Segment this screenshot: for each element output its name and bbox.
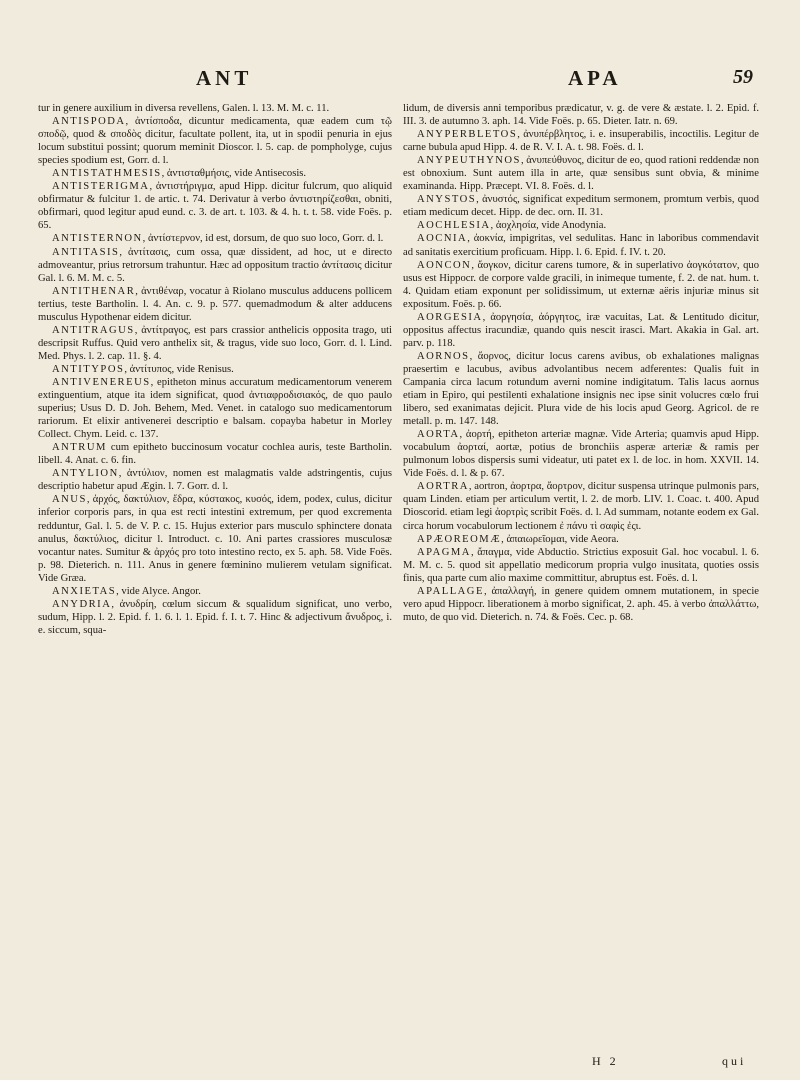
dictionary-entry <box>403 154 759 193</box>
dictionary-entry <box>403 259 759 311</box>
entry-headword: ANTITYPOS <box>52 363 125 375</box>
dictionary-entry <box>38 585 392 598</box>
catchword: qui <box>722 1054 747 1068</box>
dictionary-entry <box>403 128 759 154</box>
running-head-right: APA <box>568 66 622 90</box>
entry-headword: AOCNIA <box>417 233 468 245</box>
entry-text: , ἀοργησία, ἀόργητος, iræ vacuitas, Lat. & Lentitudo dicitur, oppositus affectus iracundiæ, quando quis nescit irasci. Mart. Akakia in Gal. art. parv. p. 118. <box>403 311 759 349</box>
entry-text: lidum, de diversis anni temporibus prædicatur, v. g. de vere & æstate. l. 2. Epid. f. III. 3. de autumno 3. aph. 14. Vide Foës. p. 65. Dieter. Iatr. n. 69. <box>403 103 759 128</box>
dictionary-entry <box>403 480 759 532</box>
dictionary-entry <box>38 115 392 167</box>
entry-text: , ἀπαιωρεῖομαι, vide Aeora. <box>501 533 619 545</box>
signature-mark: H 2 <box>592 1054 619 1068</box>
dictionary-entry <box>38 180 392 232</box>
entry-headword: APALLAGE <box>417 585 484 597</box>
entry-headword: APAGMA <box>417 546 471 558</box>
entry-text: , epitheton minus accuratum medicamentorum venerem extinguentium, atque ita idem significat, quod ἀντιαφροδισιακός, de quo paulo superius; Usus D. D. Joh. Behem, Med. Venet. in catalogo suo medicamentorum rariorum. Et elixir antivenerei descriptio e balsam. copayba habetur in Morley Collect. Chym. Leid. c. 137. <box>38 376 392 441</box>
dictionary-entry <box>38 232 392 245</box>
dictionary-entry <box>38 376 392 441</box>
entry-headword: AORTA <box>417 429 460 441</box>
entry-text: , ἀντιστήριγμα, apud Hipp. dicitur fulcrum, quo aliquid obfirmatur & fulcitur 1. de artic. t. 74. Derivatur à verbo ἀντιστηρίζεσθαι, obniti, obfirmari, quod legitur apud eund. c. 3. de art. t. 103. & 4. h. t. t. 58. vide Foës. p. 65. <box>38 181 392 232</box>
entry-headword: ANYPERBLETOS <box>417 129 518 141</box>
entry-headword: ANTISTERNON <box>52 233 143 245</box>
entry-headword: ANTITRAGUS <box>52 324 135 336</box>
entry-text: , ἀντύλιον, nomen est malagmatis valde adstringentis, cujus descriptio habetur apud Ægin. l. 7. Gorr. d. l. <box>38 468 392 493</box>
entry-text: , ἀπαλλαγή, in genere quidem omnem mutationem, in specie vero apud Hippocr. liberationem à morbo significat, 2. aph. 45. à verbo ἀπαλλάττω, muto, de quo vid. Dieterich. n. 74. & Foës. Cec. p. 68. <box>403 585 759 623</box>
entry-text: , vide Alyce. Angor. <box>116 585 201 597</box>
entry-text: , ἀντίσποδα, dicuntur medicamenta, quæ eadem cum τῷ σποδῷ, quod & σποδὸς dicitur, facultate pollent, ita, ut in spodii penuria in ejus locum substitui possint; quorum meminit Dioscor. l. 5. cap. de pompholyge, cujus species spodium est, Gorr. d. l. <box>38 116 392 167</box>
entry-text: , ἀοχλησία, vide Anodynia. <box>490 220 607 232</box>
entry-headword: ANTISPODA <box>52 116 126 128</box>
entry-headword: AOCHLESIA <box>417 220 491 232</box>
dictionary-entry <box>38 246 392 285</box>
entry-headword: AORNOS <box>417 350 470 362</box>
entry-text: cum epitheto buccinosum vocatur cochlea auris, teste Bartholin. libell. 4. Anat. c. 6. fin. <box>38 442 392 467</box>
entry-text: , ἀνυδρίη, cœlum siccum & squalidum significat, uno verbo, sudum, Hipp. l. 2. Epid. f. 1. 6. l. 1. Epid. f. I. t. 7. Hinc & adjectivum ἄνυδρος, i. e. siccum, squa- <box>38 598 392 636</box>
running-head-left: ANT <box>196 66 253 90</box>
entry-text: , ἀνυπέρβλητος, i. e. insuperabilis, incoctilis. Legitur de carne bubula apud Hipp. 4. de R. V. I. A. t. 98. Foës. d. l. <box>403 129 759 154</box>
entry-text: tur in genere auxilium in diversa revellens, Galen. l. 13. M. M. c. 11. <box>38 103 330 114</box>
dictionary-entry <box>403 219 759 232</box>
entry-headword: ANTITASIS <box>52 246 120 258</box>
right-column <box>403 102 759 624</box>
left-column <box>38 102 392 637</box>
entry-text: , ἀντιθέναρ, vocatur à Riolano musculus adducens pollicem tertius, teste Bartholin. l. 4. An. c. 9. p. 577. quemadmodum & alter adducens musculus Hypothenar eidem dicitur. <box>38 285 392 323</box>
entry-headword: ANTYLION <box>52 468 119 480</box>
entry-headword: ANYDRIA <box>52 598 112 610</box>
entry-headword: ANTITHENAR <box>52 285 136 297</box>
entry-text: , aortron, ἀορτρα, ἄορτρον, dicitur suspensa utrinque pulmonis pars, quam Linden. etiam per articulum vertit, l. 2. de morb. LIV. 1. Coac. t. 400. Apud Dioscorid. etiam legi ἀορτρὶς scribit Foës. d. l. Ad summam, notante eodem ex Gal. circa horum vocabulorum lectionem ἐ πάνυ τὶ σαφὶς ἐςι. <box>403 481 759 532</box>
entry-continuation <box>38 102 392 115</box>
entry-headword: ANYPEUTHYNOS <box>417 155 521 167</box>
entry-headword: ANTISTERIGMA <box>52 181 150 193</box>
dictionary-entry <box>38 598 392 637</box>
entry-headword: AONCON <box>417 259 472 271</box>
entry-text: , ἀντίτραγος, est pars crassior anthelicis opposita trago, uti descripsit Ruffus. Quid vero anthelix sit, & tragus, vide suo loco, Gorr. d. l. Lind. Med. Phys. l. 2. cap. 11. §. 4. <box>38 324 392 362</box>
dictionary-entry <box>403 533 759 546</box>
entry-text: , ἄογκον, dicitur carens tumore, & in superlativo ἀογκότατον, quo usus est Hippocr. de corpore valde gracili, in inimeque tumente, f. 2. de nat. hum. t. 4. Quidam etiam exponunt per solidissimum, ut externæ aëris injuriæ minus sit expositum. Foës. p. 66. <box>403 259 759 310</box>
entry-continuation <box>403 102 759 128</box>
entry-headword: AORGESIA <box>417 311 483 323</box>
entry-headword: ANTIVENEREUS <box>52 376 151 388</box>
page-number: 59 <box>733 66 753 88</box>
entry-headword: ANTRUM <box>52 442 107 454</box>
entry-headword: AORTRA <box>417 481 469 493</box>
dictionary-entry <box>403 585 759 624</box>
dictionary-entry <box>403 193 759 219</box>
entry-text: , ἀντίστερνον, id est, dorsum, de quo suo loco, Gorr. d. l. <box>142 233 384 245</box>
dictionary-entry <box>38 493 392 584</box>
entry-headword: ANXIETAS <box>52 585 117 597</box>
dictionary-entry <box>38 285 392 324</box>
dictionary-entry <box>38 324 392 363</box>
entry-text: , ἀντισταθμήσις, vide Antisecosis. <box>161 168 307 180</box>
entry-headword: APÆOREOMÆ <box>417 533 502 545</box>
entry-text: , ἀντίτασις, cum ossa, quæ dissident, ad hoc, ut e directo admoveantur, prius retrorsum trahuntur. Hæc ad oppositum tractio ἀντίτασις dicitur Gal. l. 6. M. M. c. 5. <box>38 246 392 284</box>
entry-text: , ἀνυπεύθυνος, dicitur de eo, quod rationi reddendæ non est obnoxium. Sunt autem illa in arte, quæ sensibus sunt obvia, & minime examinanda. Hipp. Præcept. VI. 8. Foës. d. l. <box>403 155 759 193</box>
dictionary-entry <box>403 350 759 428</box>
dictionary-entry <box>403 232 759 258</box>
dictionary-entry <box>38 441 392 467</box>
dictionary-entry <box>403 546 759 585</box>
dictionary-entry <box>38 467 392 493</box>
entry-headword: ANTISTATHMESIS <box>52 168 162 180</box>
dictionary-entry <box>38 363 392 376</box>
dictionary-entry <box>403 311 759 350</box>
entry-text: , ἀορτή, epitheton arteriæ magnæ. Vide Arteria; quamvis apud Hipp. vocabulum ἀορταί, aortæ, potius de bronchiis asperæ arteriæ & ramis per pulmonum lobos dispersis sumi videatur, uti patet ex l. de loc. in hom. XXVII. 14. Vide Foës. d. l. & p. 67. <box>403 429 759 480</box>
entry-text: , ἀρχός, δακτύλιον, ἕδρα, κύστακος, κυσός, idem, podex, culus, dicitur inferior corporis pars, in qua est recti intestini extremum, per quod excrementa redduntur, Gal. l. 5. de V. P. c. 15. Hujus exterior pars musculo sphinctere donata anulus, δακτύλιος, dicitur l. Introduct. c. 10. Ani partes crassiores musculosæ vocantur nates. Sumitur & ἀρχός pro toto intestino recto, ex 5. aph. 58. Vide Foës. p. 98. Dieterich. n. 111. Anus in genere fœminino mulierem vetulam significat. Vide Græa. <box>38 494 392 584</box>
entry-headword: ANUS <box>52 494 87 506</box>
entry-text: , ἀνυστός, significat expeditum sermonem, promtum verbis, quod etiam medicum decet. Hipp. de dec. orn. II. 31. <box>403 194 759 219</box>
entry-text: , ἀντίτυπος, vide Renisus. <box>124 363 234 375</box>
dictionary-entry <box>38 167 392 180</box>
dictionary-entry <box>403 428 759 480</box>
entry-text: , ἄπαγμα, vide Abductio. Strictius exposuit Gal. hoc vocabul. l. 6. M. M. c. 5. quod sit appellatio medicorum propria vulgo inusitata, quoties ossis finis, qua parte cum alio maxime committitur, abruptus est. Foës. d. l. <box>403 546 759 584</box>
entry-text: , ἀοκνία, impigritas, vel sedulitas. Hanc in laboribus commendavit ad sanitatis exercitium proficuam. Hipp. l. 6. Epid. f. IV. t. 20. <box>403 233 759 258</box>
entry-headword: ANYSTOS <box>417 194 477 206</box>
entry-text: , ἄορνος, dicitur locus carens avibus, ob exhalationes malignas praesertim e lacubus, avibus advolantibus necem adferentes: Qualis fuit in Campania circa lacum rotundum averni nomine indigitatum. Talis lacus aornus etiam in Epiro, qui pestilenti exhalatione insignis nec ipse sinit volucres cœlo frui libero, sed exanimatas dejicit. Plura vide de his locis apud Georg. Agricol. de re metall. p. m. 147. 148. <box>403 350 759 428</box>
